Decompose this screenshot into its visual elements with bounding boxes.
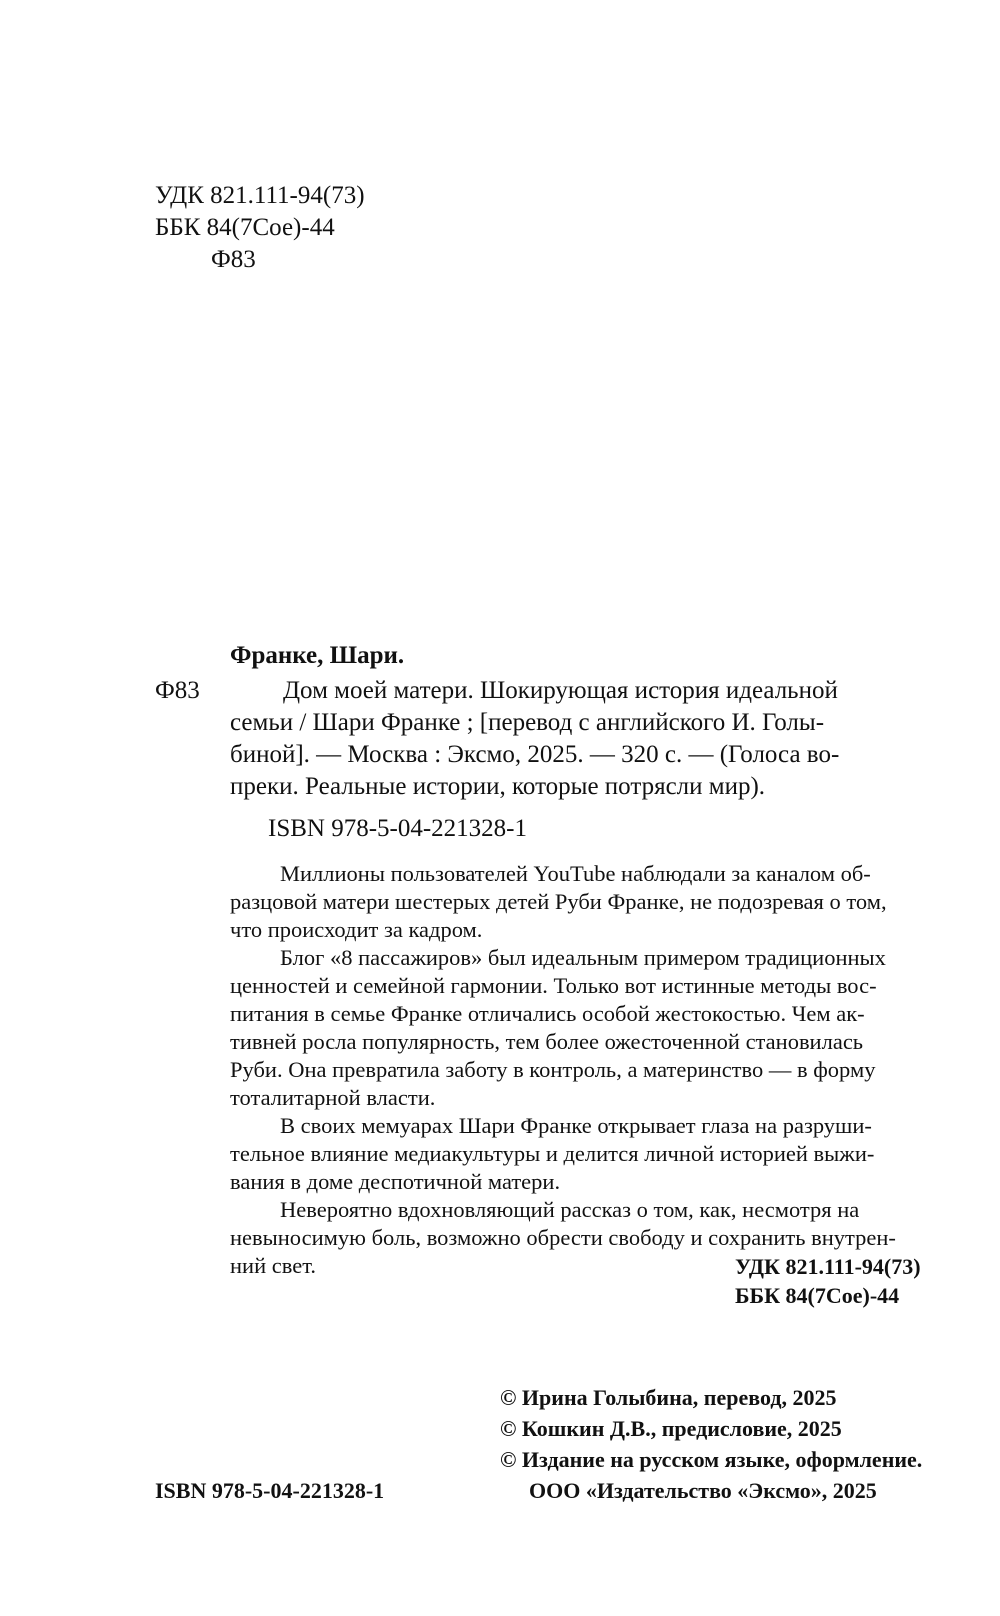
isbn-record: ISBN 978-5-04-221328-1 <box>268 815 528 842</box>
annotation-line: Миллионы пользователей YouTube наблюдали за каналом об- <box>280 861 871 886</box>
annotation-line: что происходит за кадром. <box>230 917 483 942</box>
description-line: семьи / Шари Франке ; [перевод с английского И. Голы- <box>230 709 825 736</box>
annotation-line: тоталитарной власти. <box>230 1085 436 1110</box>
author-code-top: Ф83 <box>211 246 256 273</box>
description-line: биной]. — Москва : Эксмо, 2025. — 320 с. — (Голоса во- <box>230 741 840 768</box>
annotation-line: Руби. Она превратила заботу в контроль, а материнство — в форму <box>230 1057 876 1082</box>
annotation-line: тивней росла популярность, тем более ожесточенной становилась <box>230 1029 864 1054</box>
annotation-line: питания в семье Франке отличались особой жестокостью. Чем ак- <box>230 1001 865 1026</box>
author-heading: Франке, Шари. <box>230 642 405 669</box>
isbn-bottom: ISBN 978-5-04-221328-1 <box>155 1478 385 1503</box>
copyright-line: © Кошкин Д.В., предисловие, 2025 <box>500 1416 842 1441</box>
annotation-line: ний свет. <box>230 1253 316 1278</box>
annotation-line: Блог «8 пассажиров» был идеальным примером традиционных <box>280 945 886 970</box>
annotation-line: ценностей и семейной гармонии. Только вот истинные методы вос- <box>230 973 877 998</box>
udk-code-top: УДК 821.111-94(73) <box>155 182 365 209</box>
udk-code-right: УДК 821.111-94(73) <box>735 1254 921 1279</box>
copyright-line: © Издание на русском языке, оформление. <box>500 1447 923 1472</box>
bbk-code-top: ББК 84(7Сое)-44 <box>155 214 335 241</box>
description-line: преки. Реальные истории, которые потрясли мир). <box>230 773 766 800</box>
annotation-line: тельное влияние медиакультуры и делится личной историей выжи- <box>230 1141 875 1166</box>
annotation-line: разцовой матери шестерых детей Руби Франке, не подозревая о том, <box>230 889 887 914</box>
annotation-line: Невероятно вдохновляющий рассказ о том, как, несмотря на <box>280 1197 860 1222</box>
copyright-line: © Ирина Голыбина, перевод, 2025 <box>500 1385 837 1410</box>
bbk-code-right: ББК 84(7Сое)-44 <box>735 1283 900 1308</box>
author-code-left: Ф83 <box>155 677 200 704</box>
annotation-line: вания в доме деспотичной матери. <box>230 1169 561 1194</box>
annotation-line: В своих мемуарах Шари Франке открывает глаза на разруши- <box>280 1113 872 1138</box>
annotation-line: невыносимую боль, возможно обрести свободу и сохранить внутрен- <box>230 1225 896 1250</box>
description-line: Дом моей матери. Шокирующая история идеальной <box>283 677 838 704</box>
copyright-line: ООО «Издательство «Эксмо», 2025 <box>529 1478 877 1503</box>
